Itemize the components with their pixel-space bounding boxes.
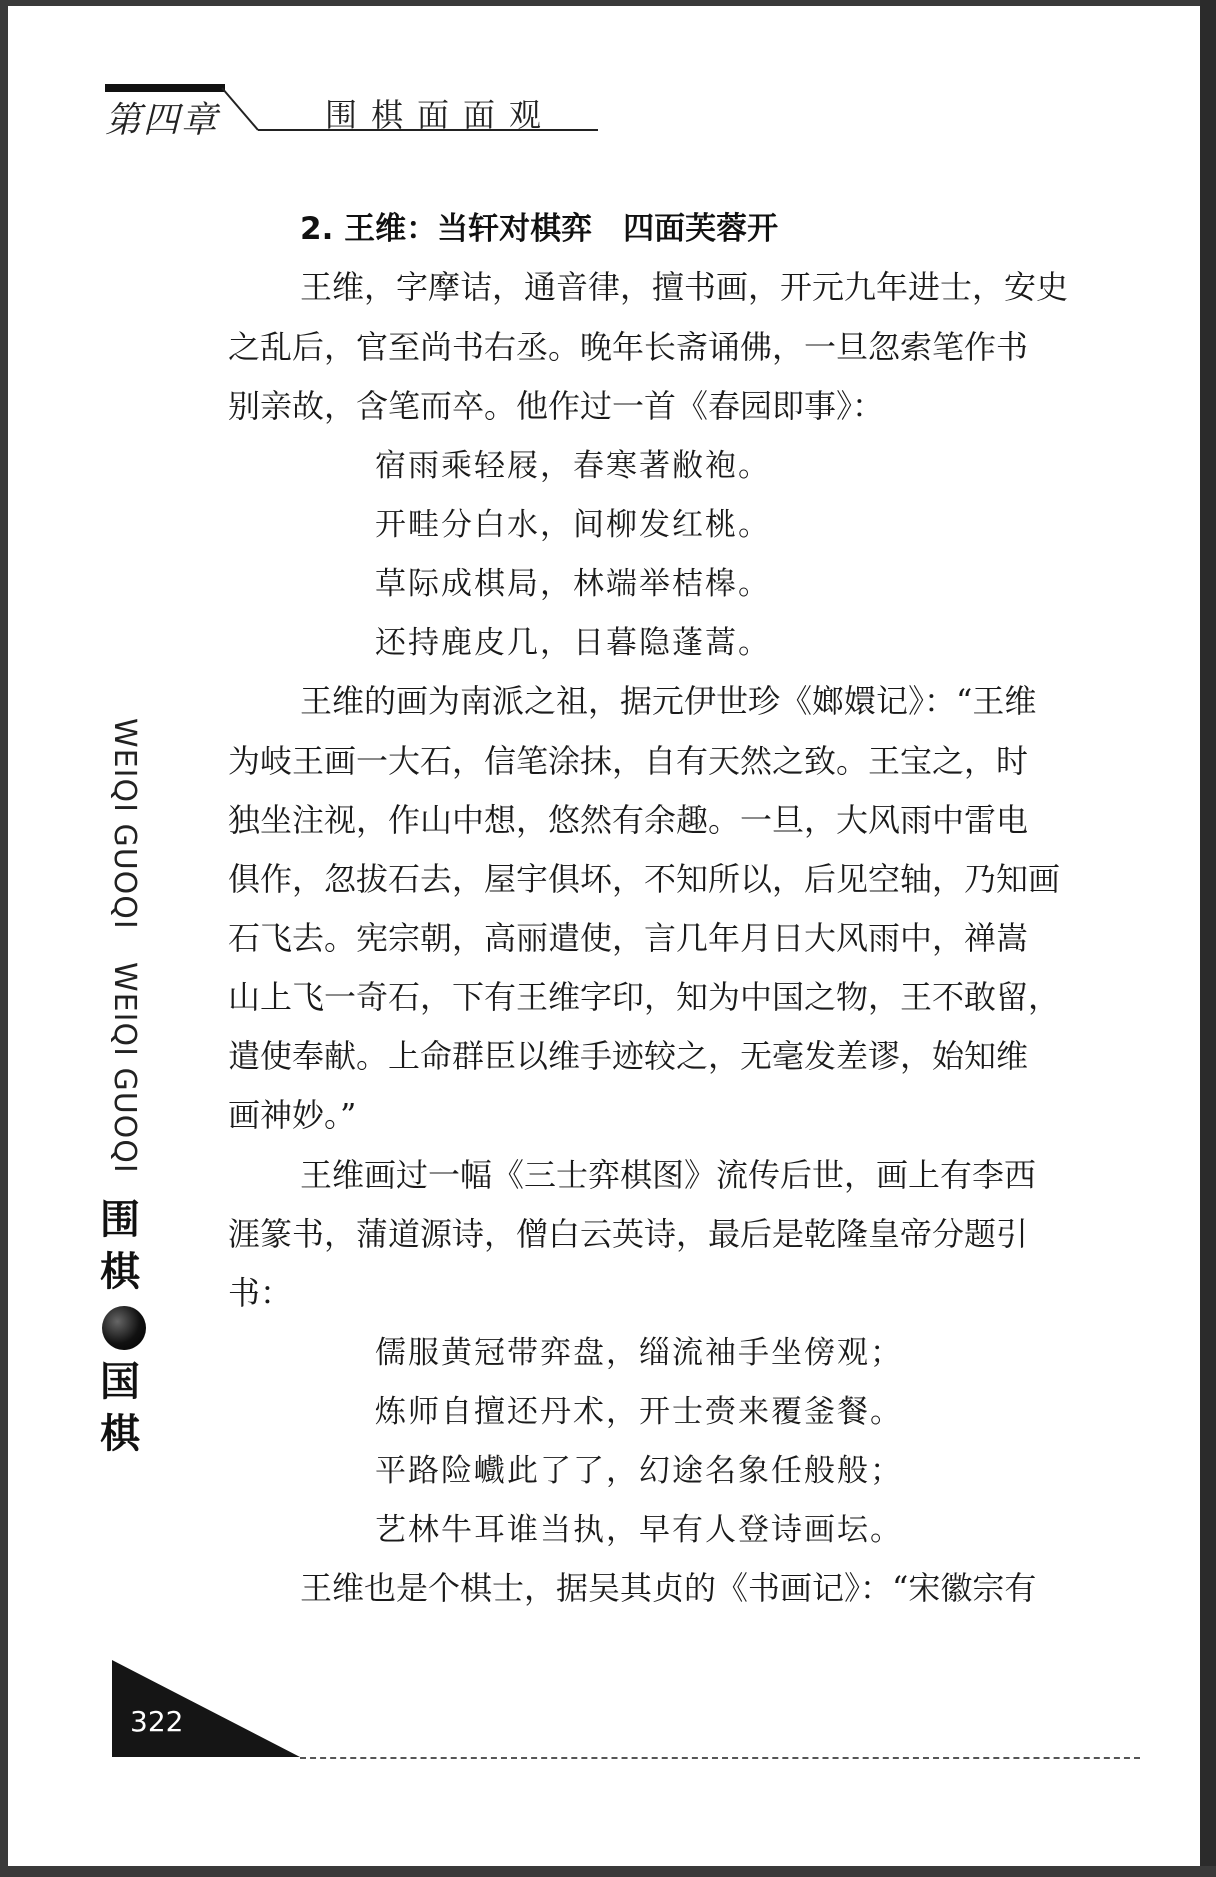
text-line: 王维的画为南派之祖，据元伊世珍《嫏嬛记》：“王维 — [300, 682, 1037, 720]
poem-line: 宿雨乘轻屐，春寒著敝袍。 — [375, 448, 771, 484]
scan-border-bottom — [0, 1866, 1216, 1877]
text-line: 独坐注视，作山中想，悠然有余趣。一旦，大风雨中雷电 — [228, 801, 1029, 839]
poem-line: 还持鹿皮几，日暮隐蓬蒿。 — [375, 625, 771, 661]
text-line: 石飞去。宪宗朝，高丽遣使，言几年月日大风雨中，禅嵩 — [228, 919, 1029, 957]
side-label-cn: 棋 — [100, 1248, 140, 1295]
poem-line: 草际成棋局，林端举桔槔。 — [375, 566, 771, 602]
text-line: 王维也是个棋士，据吴其贞的《书画记》：“宋徽宗有 — [300, 1569, 1037, 1607]
section-heading: 2. 王维：当轩对棋弈 四面芙蓉开 — [300, 211, 779, 247]
footer-rule — [300, 1757, 1140, 1759]
text-line: 俱作，忽拔石去，屋宇俱坏，不知所以，后见空轴，乃知画 — [228, 860, 1061, 898]
text-line: 山上飞一奇石，下有王维字印，知为中国之物，王不敢留， — [228, 978, 1061, 1016]
text-line: 书： — [228, 1274, 293, 1312]
poem-line: 平路险巇此了了，幻途名象任般般； — [375, 1453, 903, 1489]
footer-triangle — [0, 0, 320, 1777]
chapter-label: 第四章 — [105, 100, 220, 141]
text-line: 王维，字摩诘，通音律，擅书画，开元九年进士，安史 — [300, 268, 1069, 306]
text-line: 涯篆书，蒲道源诗，僧白云英诗，最后是乾隆皇帝分题引 — [228, 1215, 1029, 1253]
poem-line: 开畦分白水，间柳发红桃。 — [375, 507, 771, 543]
side-label-en: WEIQI GUOQI — [107, 962, 142, 1174]
scan-border-right — [1200, 0, 1216, 1877]
poem-line: 炼师自擅还丹术，开士赍来覆釜餐。 — [375, 1394, 903, 1430]
poem-line: 艺林牛耳谁当执，早有人登诗画坛。 — [375, 1512, 903, 1548]
text-line: 之乱后，官至尚书右丞。晚年长斋诵佛，一旦忽索笔作书 — [228, 328, 1029, 366]
text-line: 遣使奉献。上命群臣以维手迹较之，无毫发差谬，始知维 — [228, 1037, 1029, 1075]
side-label-cn: 国 — [100, 1358, 140, 1405]
side-label-en: WEIQI GUOQI — [107, 718, 142, 930]
text-line: 别亲故，含笔而卒。他作过一首《春园即事》： — [228, 387, 885, 425]
poem-line: 儒服黄冠带弈盘，缁流袖手坐傍观； — [375, 1335, 903, 1371]
text-line: 为岐王画一大石，信笔涂抹，自有天然之致。王宝之，时 — [228, 742, 1029, 780]
side-label-cn: 围 — [100, 1196, 140, 1243]
text-line: 王维画过一幅《三士弈棋图》流传后世，画上有李西 — [300, 1156, 1037, 1194]
book-title: 围棋面面观 — [325, 96, 556, 134]
page-number: 322 — [130, 1705, 184, 1738]
side-label-cn: 棋 — [100, 1410, 140, 1457]
text-line: 画神妙。” — [228, 1096, 357, 1134]
